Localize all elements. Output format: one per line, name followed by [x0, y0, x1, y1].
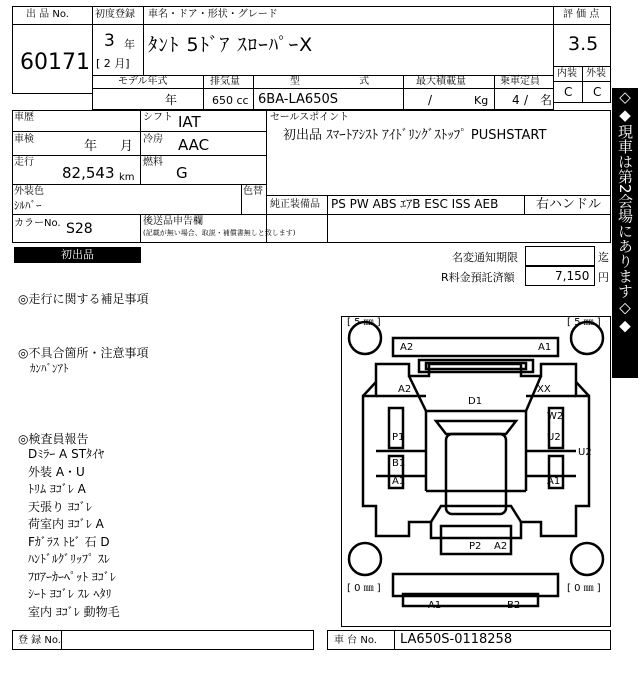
chassis-label: 車 台 No. [334, 635, 377, 646]
damage-mark: P1 [392, 432, 405, 443]
lot-no-label: 出 品 No. [26, 9, 69, 20]
tire-front-left: [ 5 ㎜ ] [347, 317, 381, 328]
model-type: 6BA-LA650S [258, 92, 338, 107]
capacity-label: 乗車定員 [500, 76, 540, 87]
interior-grade: C [564, 85, 573, 99]
defect-notes-title: ◎不具合箇所・注意事項 [18, 346, 149, 360]
car-name-label: 車名・ドア・形状・グレード [148, 9, 278, 20]
damage-mark: A1 [538, 342, 552, 353]
damage-mark: B1 [392, 458, 406, 469]
damage-mark: D1 [468, 396, 483, 407]
name-change-field [525, 246, 595, 266]
side-notice-bar [612, 88, 638, 378]
ac-label: 冷房 [143, 134, 163, 145]
inspector-report-item: 天張り ﾖｺﾞﾚ [28, 499, 92, 514]
tire-front-right: [ 5 ㎜ ] [567, 317, 601, 328]
reg-no-label: 登 録 No. [18, 635, 61, 646]
color-label: 外装色 [14, 186, 44, 197]
damage-mark: W2 [547, 411, 564, 422]
damage-mark: A2 [494, 541, 508, 552]
inspector-report-item: ﾊﾝﾄﾞﾙｸﾞﾘｯﾌﾟ ｽﾚ [28, 552, 110, 566]
air-conditioning: AAC [178, 136, 210, 154]
inspection-label: 車検 [14, 134, 34, 145]
sales-point-label: セールスポイント [270, 112, 350, 123]
mileage-label: 走行 [14, 157, 34, 168]
inspector-report-item: ｼｰﾄ ﾖｺﾞﾚ ｽﾚ ﾍﾀﾘ [28, 587, 112, 601]
mileage: 82,543 [62, 164, 115, 182]
inspector-report-title: ◎検査員報告 [18, 432, 89, 446]
inspector-report-item: 室内 ﾖｺﾞﾚ 動物毛 [28, 604, 120, 619]
reg-no-field [61, 630, 314, 650]
recycle-value: 7,150 [555, 269, 590, 283]
handle-side: 右ハンドル [536, 197, 602, 212]
damage-mark: B2 [507, 600, 521, 611]
inspector-report-item: 荷室内 ﾖｺﾞﾚ A [28, 517, 104, 531]
displacement-label: 排気量 [210, 76, 240, 87]
tire-rear-left: [ 0 ㎜ ] [347, 583, 381, 594]
model-year-label: モデル年式 [118, 76, 168, 87]
color-change-label: 色替 [243, 186, 263, 197]
damage-mark: A2 [400, 342, 414, 353]
driving-notes-title: ◎走行に関する補足事項 [18, 292, 149, 306]
color-no: S28 [66, 221, 93, 237]
inspector-report-item: 外装 A・U [28, 464, 85, 479]
defect-notes-text: ｶﾝﾊﾞﾝｱﾄ [30, 362, 69, 375]
blank-cell [327, 214, 611, 243]
damage-mark: P2 [469, 541, 482, 552]
inspector-report-item: ﾄﾘﾑ ﾖｺﾞﾚ A [28, 482, 86, 496]
exterior-label: 外装 [586, 68, 606, 79]
lot-number: 60171 [20, 50, 90, 75]
interior-label: 内装 [557, 68, 577, 79]
first-reg-label: 初度登録 [95, 9, 135, 20]
equipment-label: 純正装備品 [270, 199, 320, 210]
damage-mark: XX [537, 384, 551, 395]
color-no-label: カラーNo. [14, 218, 61, 229]
recycle-label: R料金預託済額 [441, 271, 515, 284]
first-reg-year: 3 [104, 31, 115, 51]
shift-label: シフト [143, 112, 173, 123]
damage-mark: A1 [428, 600, 442, 611]
damage-mark: U2 [578, 447, 592, 458]
type-label: 型 式 [290, 76, 398, 87]
max-load-label: 最大積載量 [416, 76, 466, 87]
first-listing-badge: 初出品 [14, 247, 141, 263]
documents-note: (記載が無い場合、取説・補償書無しと致します) [143, 229, 296, 237]
exterior-grade: C [593, 85, 602, 99]
fuel-label: 燃料 [143, 157, 163, 168]
chassis-number: LA650S-0118258 [400, 632, 513, 647]
inspector-report-item: Dﾐﾗｰ A STﾀｲﾔ [28, 447, 105, 461]
car-name: ﾀﾝﾄ 5ﾄﾞｱ ｽﾛｰﾊﾟｰX [148, 34, 314, 56]
fuel: G [176, 164, 188, 182]
documents-label: 後送品申告欄 [143, 216, 203, 227]
damage-mark: A1 [547, 476, 561, 487]
side-notice: ◇◆現車は第2会場にあります◇◆ [616, 88, 634, 335]
damage-mark: A1 [392, 476, 406, 487]
name-change-label: 名変通知期限 [452, 251, 518, 264]
inspector-report-item: Fｶﾞﾗｽ ﾄﾋﾞ 石 D [28, 534, 110, 549]
damage-mark: A2 [398, 384, 412, 395]
displacement: 650 cc [212, 94, 249, 107]
equipment: PS PW ABS ｴｱB ESC ISS AEB [331, 197, 499, 211]
inspector-report-item: ﾌﾛｱｰｶｰﾍﾟｯﾄ ﾖｺﾞﾚ [28, 569, 116, 584]
score-label: 評 価 点 [563, 9, 600, 20]
score: 3.5 [568, 33, 599, 55]
damage-mark: U2 [547, 432, 561, 443]
history-label: 車歴 [14, 112, 34, 123]
sales-point-text: 初出品 ｽﾏｰﾄｱｼｽﾄ ｱｲﾄﾞﾘﾝｸﾞｽﾄｯﾌﾟ PUSHSTART [283, 128, 547, 143]
first-reg-month: [ 2 月] [96, 57, 130, 70]
shift: IAT [178, 113, 201, 131]
car-outline-diagram [341, 316, 611, 627]
capacity: 4 [512, 93, 520, 107]
tire-rear-right: [ 0 ㎜ ] [567, 583, 601, 594]
color: ｼﾙﾊﾞｰ [14, 199, 42, 212]
